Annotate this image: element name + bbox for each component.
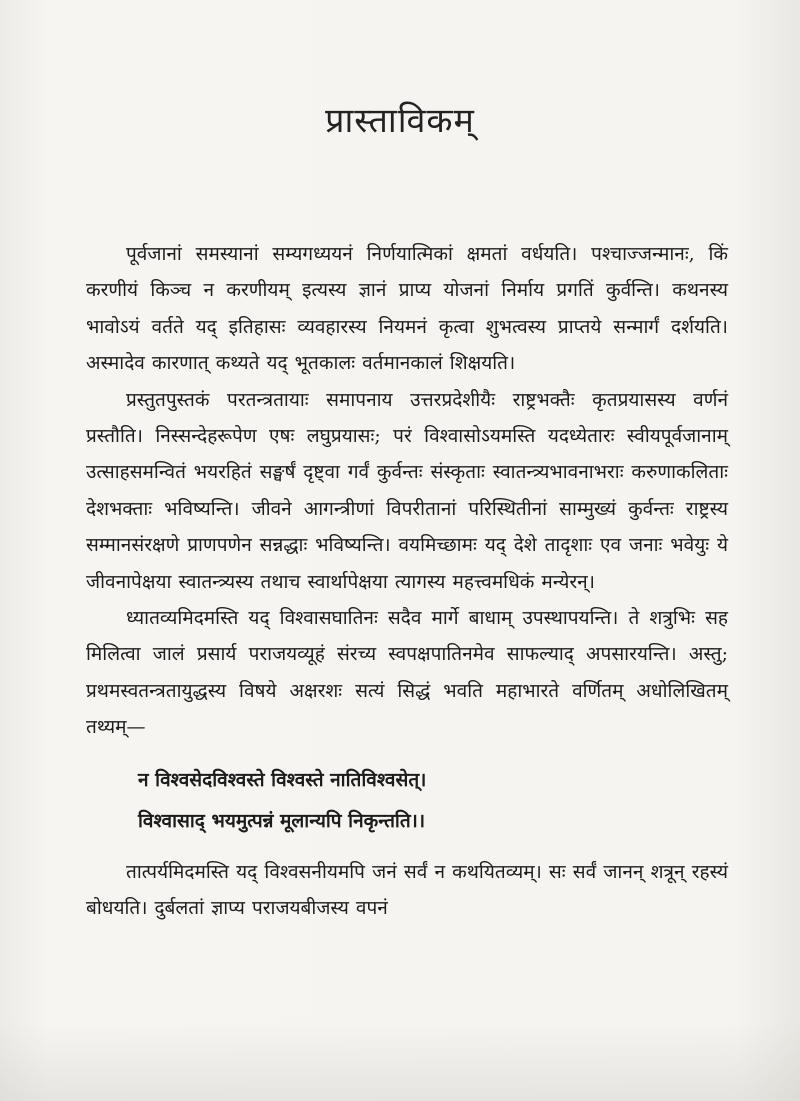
page-bottom-shadow: [0, 1021, 800, 1101]
verse-quote: [138, 760, 728, 842]
page-title: प्रास्ताविकम्: [325, 101, 475, 141]
paragraph-1: पूर्वजानां समस्यानां सम्यगध्ययनं निर्णयात्मिकां क्षमतां वर्धयति। पश्चाज्जन्मानः, किं करणीयं किञ्च न करणीयम् इत्यस्य ज्ञानं प्राप्य योजनां निर्माय प्रगतिं कुर्वन्ति। कथनस्य भावोऽयं वर्तते यद् इतिहासः व्यवहारस्य नियमनं कृत्वा शुभत्वस्य प्राप्तये सन्मार्गं दर्शयति। अस्मादेव कारणात् कथ्यते यद् भूतकालः वर्तमानकालं शिक्षयति।: [86, 243, 728, 375]
verse-line-2: विश्वासाद् भयमुत्पन्नं मूलान्यपि निकृन्तति।।: [138, 809, 426, 832]
paragraph-3: ध्यातव्यमिदमस्ति यद् विश्वासघातिनः सदैव मार्गे बाधाम् उपस्थापयन्ति। ते शत्रुभिः सह मिलित्वा जालं प्रसार्य पराजयव्यूहं संरच्य स्वपक्षपातिनमेव साफल्याद् अपसारयन्ति। अस्तु; प्रथमस्वतन्त्रतायुद्धस्य विषये अक्षरशः सत्यं सिद्धं भवति महाभारते वर्णितम् अधोलिखितम् तथ्यम्—: [86, 607, 728, 739]
paragraph-2: प्रस्तुतपुस्तकं परतन्त्रतायाः समापनाय उत्तरप्रदेशीयैः राष्ट्रभक्तैः कृतप्रयासस्य वर्णनं प्रस्तौति। निस्सन्देहरूपेण एषः लघुप्रयासः; परं विश्वासोऽयमस्ति यदध्येतारः स्वीयपूर्वजानाम् उत्साहसमन्वितं भयरहितं सङ्घर्षं दृष्ट्वा गर्वं कुर्वन्तः संस्कृताः स्वातन्त्र्यभावनाभराः करुणाकलिताः देशभक्ताः भविष्यन्ति। जीवने आगन्त्रीणां विपरीतानां परिस्थितीनां साम्मुख्यं कुर्वन्तः राष्ट्रस्य सम्मानसंरक्षणे प्राणपणेन सन्नद्धाः भविष्यन्ति। वयमिच्छामः यद् देशे तादृशाः एव जनाः भवेयुः ये जीवनापेक्षया स्वातन्त्र्यस्य तथाच स्वार्थापेक्षया त्यागस्य महत्त्वमधिकं मन्येरन्।: [86, 388, 728, 593]
verse-line-1: न विश्वसेदविश्वस्ते विश्वस्ते नातिविश्वसेत्।: [138, 768, 427, 791]
body-text: [86, 236, 728, 927]
paragraph-4: तात्पर्यमिदमस्ति यद् विश्वसनीयमपि जनं सर्वं न कथयितव्यम्। सः सर्वं जानन् शत्रून् रहस्यं बोधयति। दुर्बलतां ज्ञाप्य पराजयबीजस्य वपनं: [86, 860, 728, 920]
